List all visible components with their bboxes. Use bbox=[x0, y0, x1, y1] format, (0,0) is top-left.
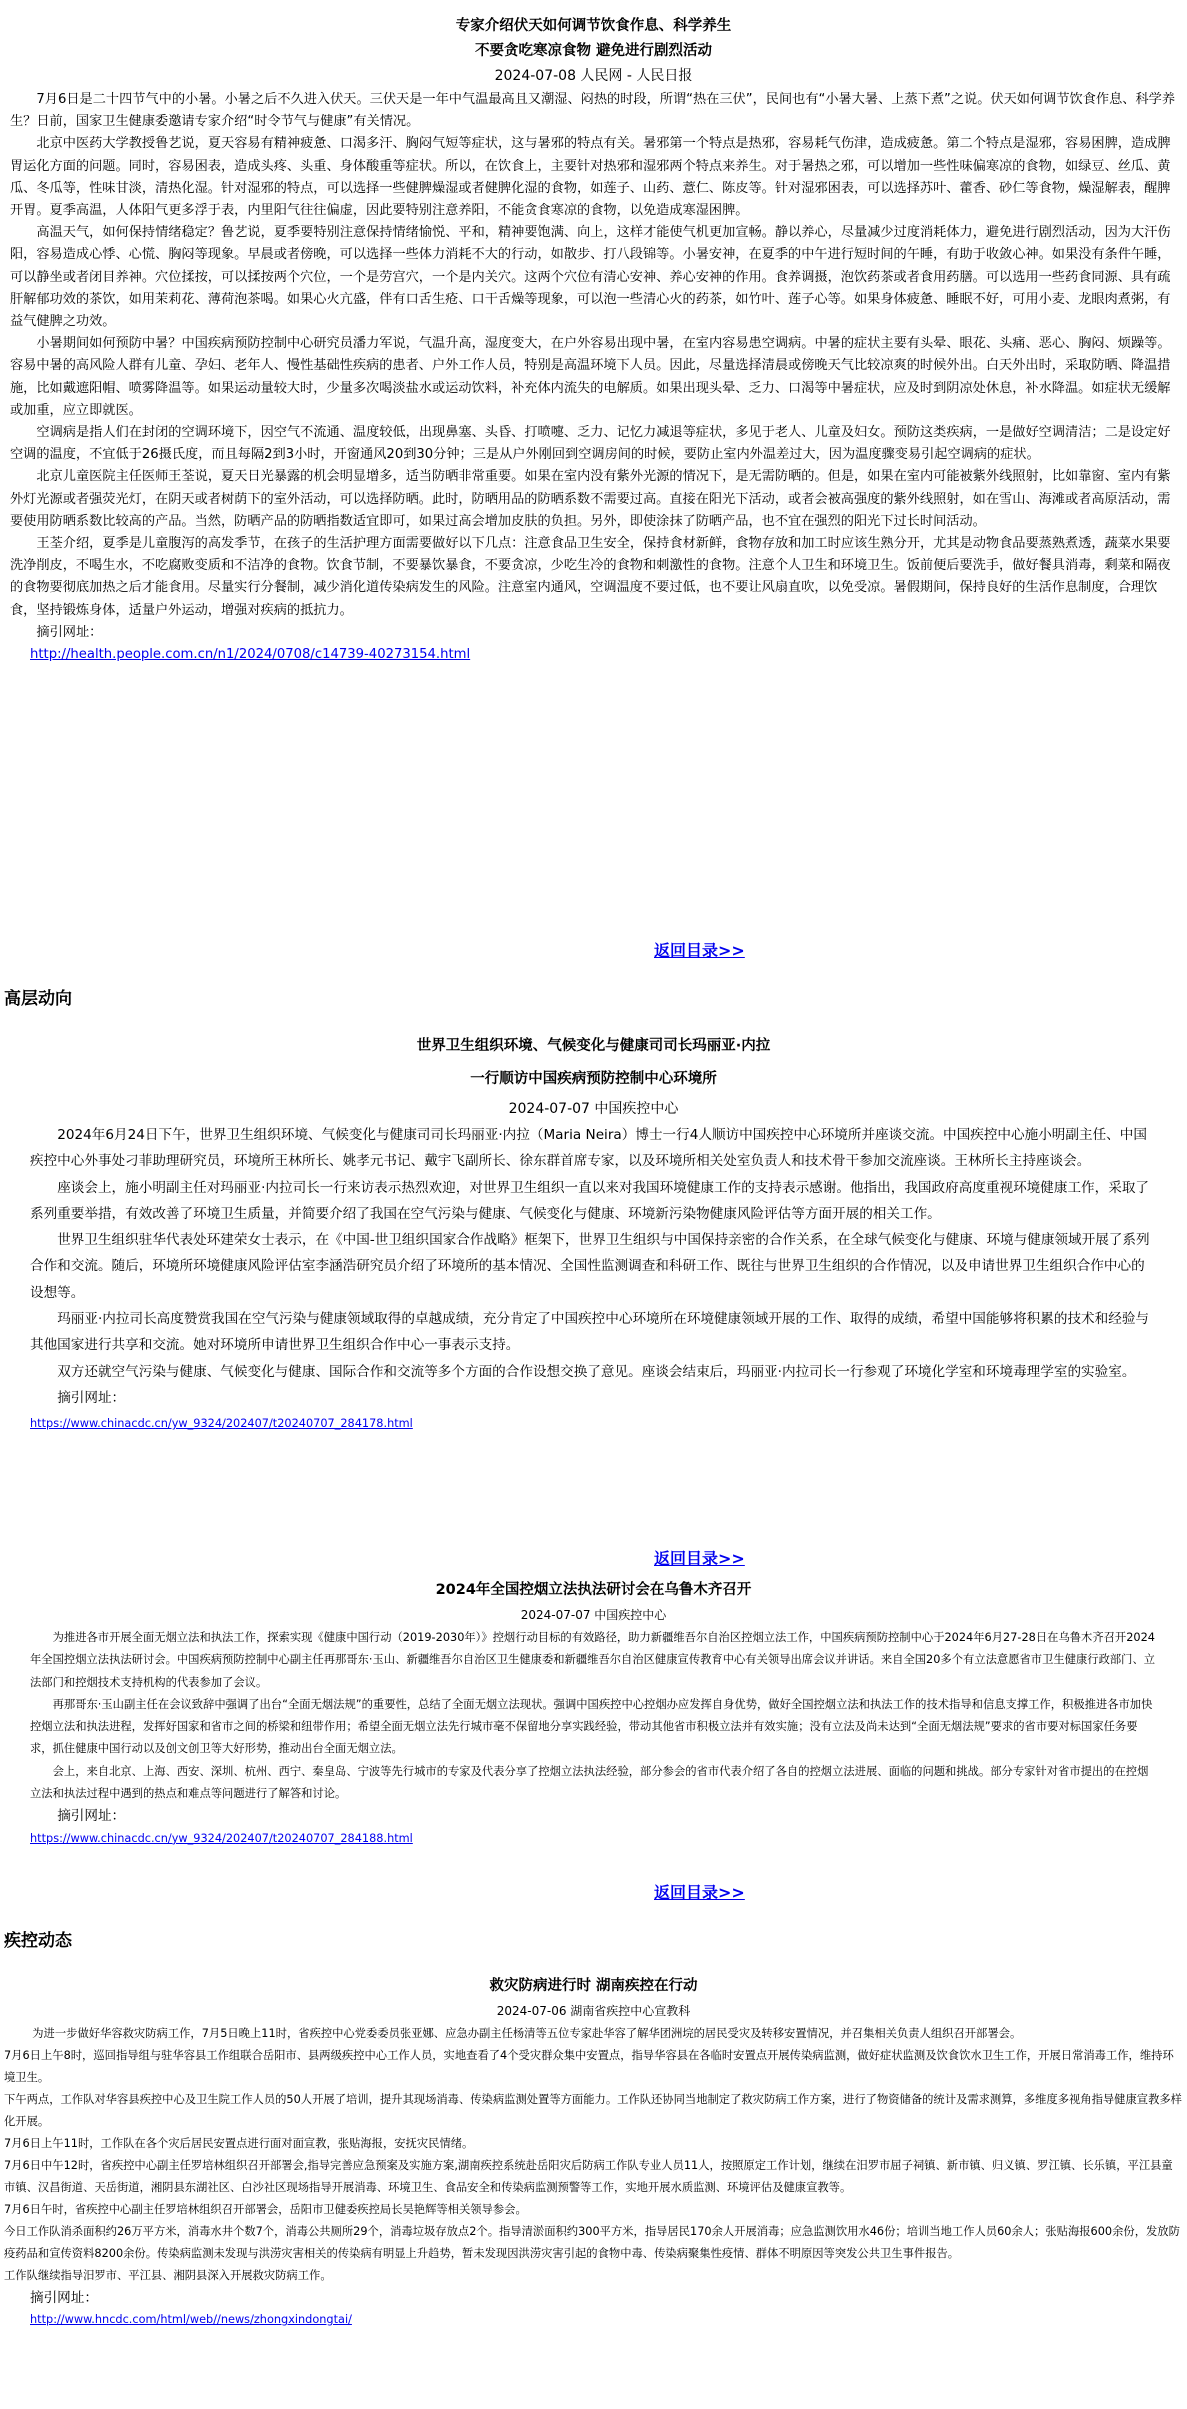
article-body bbox=[0, 89, 1187, 666]
section-heading: 高层动向 bbox=[4, 989, 72, 1009]
article-title-line2: 一行顺访中国疾病预防控制中心环境所 bbox=[470, 1071, 717, 1087]
back-to-toc-link[interactable]: 返回目录>> bbox=[654, 941, 745, 960]
paragraph: 7月6日是二十四节气中的小暑。小暑之后不久进入伏天。三伏天是一年中气温最高且又潮湿、闷热的时段，所谓“热在三伏”，民间也有“小暑大暑、上蒸下煮”之说。伏天如何调节饮食作息、科学养生？日前，国家卫生健康委邀请专家介绍“时令节气与健康”有关情况。 bbox=[10, 92, 1176, 130]
article-body bbox=[0, 1627, 1187, 1850]
paragraph: 北京中医药大学教授鲁艺说，夏天容易有精神疲惫、口渴多汗、胸闷气短等症状，这与暑邪的特点有关。暑邪第一个特点是热邪，容易耗气伤津，造成疲惫。第二个特点是湿邪，容易困脾，造成脾胃运化方面的问题。同时，容易困表，造成头疼、头重、身体酸重等症状。所以，在饮食上，主要针对热邪和湿邪两个特点来养生。对于暑热之邪，可以增加一些性味偏寒凉的食物，如绿豆、丝瓜、黄瓜、冬瓜等，性味甘淡，清热化湿。针对湿邪的特点，可以选择一些健脾燥湿或者健脾化湿的食物，如莲子、山药、薏仁、陈皮等。针对湿邪困表，可以选择苏叶、藿香、砂仁等食物，燥湿解表，醒脾开胃。夏季高温，人体阳气更多浮于表，内里阳气往往偏虚，因此要特别注意养阳，不能贪食寒凉的食物，以免造成寒湿困脾。 bbox=[10, 136, 1171, 219]
article-body bbox=[0, 2023, 1187, 2331]
paragraph: 王荃介绍，夏季是儿童腹泻的高发季节，在孩子的生活护理方面需要做好以下几点：注意食品卫生安全，保持食材新鲜，食物存放和加工时应该生熟分开，尤其是动物食品要蒸熟煮透，蔬菜水果要洗净削皮，不喝生水，不吃腐败变质和不洁净的食物。饮食节制，不要暴饮暴食，不要贪凉，少吃生冷的食物和刺激性的食物。注意个人卫生和环境卫生。饭前便后要洗手，做好餐具消毒，剩菜和隔夜的食物要彻底加热之后才能食用。尽量实行分餐制，减少消化道传染病发生的风险。注意室内通风，空调温度不要过低，也不要让风扇直吹，以免受凉。暑假期间，保持良好的生活作息制度，合理饮食，坚持锻炼身体，适量户外运动，增强对疾病的抵抗力。 bbox=[10, 536, 1171, 618]
source-url-label: 摘引网址： bbox=[57, 1389, 126, 1406]
paragraph: 今日工作队消杀面积约26万平方米，消毒水井个数7个，消毒公共厕所29个，消毒垃圾存放点2个。指导清淤面积约300平方米，指导居民170余人开展消毒；应急监测饮用水46份；培训当地工作人员60余人；张贴海报600余份，发放防疫药品和宣传资料8200余份。传染病监测未发现与洪涝灾害相关的传染病有明显上升趋势，暂未发现因洪涝灾害引起的食物中毒、传染病聚集性疫情、群体不明原因等突发公共卫生事件报告。 bbox=[4, 2225, 1180, 2260]
paragraph: 7月6日上午11时，工作队在各个灾后居民安置点进行面对面宣教，张贴海报，安抚灾民情绪。 bbox=[4, 2137, 474, 2150]
paragraph: 双方还就空气污染与健康、气候变化与健康、国际合作和交流等多个方面的合作设想交换了意见。座谈会结束后，玛丽亚·内拉司长一行参观了环境化学室和环境毒理学室的实验室。 bbox=[57, 1363, 1136, 1380]
paragraph: 世界卫生组织驻华代表处环建荣女士表示，在《中国-世卫组织国家合作战略》框架下，世界卫生组织与中国保持亲密的合作关系，在全球气候变化与健康、环境与健康领域开展了系列合作和交流。随后，环境所环境健康风险评估室李涵浩研究员介绍了环境所的基本情况、全国性监测调查和科研工作、既往与世界卫生组织的合作情况，以及申请世界卫生组织合作中心的设想等。 bbox=[30, 1232, 1150, 1301]
article-hunan-disaster bbox=[0, 1974, 1187, 2331]
article-meta: 2024-07-07 中国疾控中心 bbox=[520, 1608, 667, 1622]
paragraph: 座谈会上，施小明副主任对玛丽亚·内拉司长一行来访表示热烈欢迎，对世界卫生组织一直以来对我国环境健康工作的支持表示感谢。他指出，我国政府高度重视环境健康工作，采取了系列重要举措，有效改善了环境卫生质量，并简要介绍了我国在空气污染与健康、气候变化与健康、环境新污染物健康风险评估等方面开展的相关工作。 bbox=[30, 1179, 1150, 1222]
paragraph: 2024年6月24日下午，世界卫生组织环境、气候变化与健康司司长玛丽亚·内拉（Maria Neira）博士一行4人顺访中国疾控中心环境所并座谈交流。中国疾控中心施小明副主任、中国疾控中心外事处刁菲助理研究员，环境所王林所长、姚孝元书记、戴宇飞副所长、徐东群首席专家，以及环境所相关处室负责人和技术骨干参加交流座谈。王林所长主持座谈会。 bbox=[30, 1127, 1147, 1170]
paragraph: 再那哥东·玉山副主任在会议致辞中强调了出台“全面无烟法规”的重要性，总结了全面无烟立法现状。强调中国疾控中心控烟办应发挥自身优势，做好全国控烟立法和执法工作的技术指导和信息支撑工作，积极推进各市加快控烟立法和执法进程，发挥好国家和省市之间的桥梁和纽带作用；希望全面无烟立法先行城市毫不保留地分享实践经验，带动其他省市积极立法并有效实施；没有立法及尚未达到“全面无烟法规”要求的省市要对标国家任务要求，抓住健康中国行动以及创文创卫等大好形势，推动出台全面无烟立法。 bbox=[30, 1697, 1153, 1756]
article-summer-health bbox=[0, 14, 1187, 666]
source-url-link[interactable]: http://health.people.com.cn/n1/2024/0708/c14739-40273154.html bbox=[30, 647, 471, 663]
paragraph: 为进一步做好华容救灾防病工作，7月5日晚上11时，省疾控中心党委委员张亚娜、应急办副主任杨清等五位专家赴华容了解华团洲垸的居民受灾及转移安置情况，并召集相关负责人组织召开部署会。 bbox=[32, 2027, 1022, 2040]
article-title-line2: 不要贪吃寒凉食物 避免进行剧烈活动 bbox=[474, 43, 713, 59]
paragraph: 北京儿童医院主任医师王荃说，夏天日光暴露的机会明显增多，适当防晒非常重要。如果在室内没有紫外光源的情况下，是无需防晒的。但是，如果在室内可能被紫外线照射，比如靠窗、室内有紫外灯光源或者强荧光灯，在阴天或者树荫下的室外活动，可以选择防晒。此时，防晒用品的防晒系数不需要过高。直接在阳光下活动，或者会被高强度的紫外线照射，如在雪山、海滩或者高原活动，需要使用防晒系数比较高的产品。当然，防晒产品的防晒指数适宜即可，如果过高会增加皮肤的负担。另外，即使涂抹了防晒产品，也不宜在强烈的阳光下过长时间活动。 bbox=[10, 469, 1171, 529]
paragraph: 空调病是指人们在封闭的空调环境下，因空气不流通、温度较低，出现鼻塞、头昏、打喷嚏、乏力、记忆力减退等症状，多见于老人、儿童及妇女。预防这类疾病，一是做好空调清洁；二是设定好空调的温度，不宜低于26摄氏度，而且每隔2到3小时，开窗通风20到30分钟；三是从户外刚回到空调房间的时候，要防止室内外温差过大，因为温度骤变易引起空调病的症状。 bbox=[10, 425, 1171, 463]
paragraph: 下午两点，工作队对华容县疾控中心及卫生院工作人员的50人开展了培训，提升其现场消毒、传染病监测处置等方面能力。工作队还协同当地制定了救灾防病工作方案，进行了物资储备的统计及需求测算，多维度多视角指导健康宣教多样化开展。 bbox=[4, 2093, 1182, 2128]
paragraph: 会上，来自北京、上海、西安、深圳、杭州、西宁、秦皇岛、宁波等先行城市的专家及代表分享了控烟立法执法经验，部分参会的省市代表介绍了各自的控烟立法进展、面临的问题和挑战。部分专家针对省市提出的在控烟立法和执法过程中遇到的热点和难点等问题进行了解答和讨论。 bbox=[30, 1764, 1149, 1801]
article-who-visit bbox=[0, 1030, 1187, 1438]
source-url-label: 摘引网址： bbox=[57, 1808, 126, 1825]
paragraph: 小暑期间如何预防中暑？中国疾病预防控制中心研究员潘力军说，气温升高，湿度变大，在户外容易出现中暑，在室内容易患空调病。中暑的症状主要有头晕、眼花、头痛、恶心、胸闷、烦躁等。容易中暑的高风险人群有儿童、孕妇、老年人、慢性基础性疾病的患者、户外工作人员，特别是高温环境下人员。因此，尽量选择清晨或傍晚天气比较凉爽的时候外出。白天外出时，采取防晒、降温措施，比如戴遮阳帽、喷雾降温等。如果运动量较大时，少量多次喝淡盐水或运动饮料，补充体内流失的电解质。如果出现头晕、乏力、口渴等中暑症状，应及时到阴凉处休息，补水降温。如症状无缓解或加重，应立即就医。 bbox=[10, 336, 1171, 418]
back-to-toc-link[interactable]: 返回目录>> bbox=[654, 1549, 745, 1568]
article-body bbox=[0, 1122, 1187, 1438]
paragraph: 为推进各市开展全面无烟立法和执法工作，探索实现《健康中国行动（2019-2030年）》控烟行动目标的有效路径，助力新疆维吾尔自治区控烟立法工作，中国疾病预防控制中心于2024年6月27-28日在乌鲁木齐召开2024年全国控烟立法执法研讨会。中国疾病预防控制中心副主任再那哥东·玉山、新疆维吾尔自治区卫生健康委和新疆维吾尔自治区健康宣传教育中心有关领导出席会议并讲话。来自全国20多个有立法意愿省市卫生健康行政部门、立法部门和控烟技术支持机构的代表参加了会议。 bbox=[30, 1631, 1156, 1689]
article-meta: 2024-07-06 湖南省疾控中心宣教科 bbox=[496, 2004, 691, 2018]
article-meta: 2024-07-08 人民网 - 人民日报 bbox=[494, 68, 693, 84]
article-meta: 2024-07-07 中国疾控中心 bbox=[508, 1101, 679, 1117]
article-title: 救灾防病进行时 湖南疾控在行动 bbox=[489, 1978, 698, 1994]
source-url-label: 摘引网址： bbox=[30, 2290, 98, 2306]
source-url-link[interactable]: https://www.chinacdc.cn/yw_9324/202407/t20240707_284188.html bbox=[30, 1831, 413, 1845]
back-to-toc-link[interactable]: 返回目录>> bbox=[654, 1883, 745, 1902]
paragraph: 7月6日上午8时，巡回指导组与驻华容县工作组联合岳阳市、县两级疾控中心工作人员，实地查看了4个受灾群众集中安置点，指导华容县在各临时安置点开展传染病监测，做好症状监测及饮食饮水卫生工作，开展日常消毒工作，维持环境卫生。 bbox=[4, 2049, 1174, 2084]
article-title-line1: 专家介绍伏天如何调节饮食作息、科学养生 bbox=[455, 18, 732, 34]
paragraph: 7月6日中午12时，省疾控中心副主任罗培林组织召开部署会,指导完善应急预案及实施方案,湖南疾控系统赴岳阳灾后防病工作队专业人员11人，按照原定工作计划，继续在汨罗市屈子祠镇、新市镇、归义镇、罗江镇、长乐镇，平江县童市镇、汉昌街道、天岳街道，湘阴县东湖社区、白沙社区现场指导开展消毒、环境卫生、食品安全和传染病监测预警等工作，实地开展水质监测、环境评估及健康宣教等。 bbox=[4, 2159, 1173, 2194]
paragraph: 工作队继续指导汨罗市、平江县、湘阴县深入开展救灾防病工作。 bbox=[4, 2269, 332, 2282]
section-heading: 疾控动态 bbox=[4, 1931, 72, 1951]
article-title: 2024年全国控烟立法执法研讨会在乌鲁木齐召开 bbox=[435, 1582, 752, 1598]
article-title-line1: 世界卫生组织环境、气候变化与健康司司长玛丽亚·内拉 bbox=[416, 1038, 771, 1054]
paragraph: 高温天气，如何保持情绪稳定？鲁艺说，夏季要特别注意保持情绪愉悦、平和，精神要饱满、向上，这样才能使气机更加宣畅。静以养心，尽量减少过度消耗体力，避免进行剧烈活动，因为大汗伤阳，容易造成心悸、心慌、胸闷等现象。早晨或者傍晚，可以选择一些体力消耗不大的行动，如散步、打八段锦等。小暑安神，在夏季的中午进行短时间的午睡，有助于收敛心神。如果没有条件午睡，可以静坐或者闭目养神。穴位揉按，可以揉按两个穴位，一个是劳宫穴，一个是内关穴。这两个穴位有清心安神、养心安神的作用。食养调摄，泡饮药茶或者食用药膳。可以选用一些药食同源、具有疏肝解郁功效的茶饮，如用茉莉花、薄荷泡茶喝。如果心火亢盛，伴有口舌生疮、口干舌燥等现象，可以泡一些清心火的药茶，如竹叶、莲子心等。如果身体疲惫、睡眠不好，可用小麦、龙眼肉煮粥，有益气健脾之功效。 bbox=[10, 225, 1171, 330]
source-url-label: 摘引网址： bbox=[36, 624, 103, 640]
source-url-link[interactable]: https://www.chinacdc.cn/yw_9324/202407/t20240707_284178.html bbox=[30, 1417, 413, 1431]
source-url-link[interactable]: http://www.hncdc.com/html/web//news/zhongxindongtai/ bbox=[30, 2313, 352, 2326]
paragraph: 玛丽亚·内拉司长高度赞赏我国在空气污染与健康领域取得的卓越成绩，充分肯定了中国疾控中心环境所在环境健康领域开展的工作、取得的成绩，希望中国能够将积累的技术和经验与其他国家进行共享和交流。她对环境所申请世界卫生组织合作中心一事表示支持。 bbox=[30, 1311, 1150, 1354]
paragraph: 7月6日午时，省疾控中心副主任罗培林组织召开部署会，岳阳市卫健委疾控局长吴艳辉等相关领导参会。 bbox=[4, 2203, 527, 2216]
article-tobacco-control bbox=[0, 1577, 1187, 1850]
